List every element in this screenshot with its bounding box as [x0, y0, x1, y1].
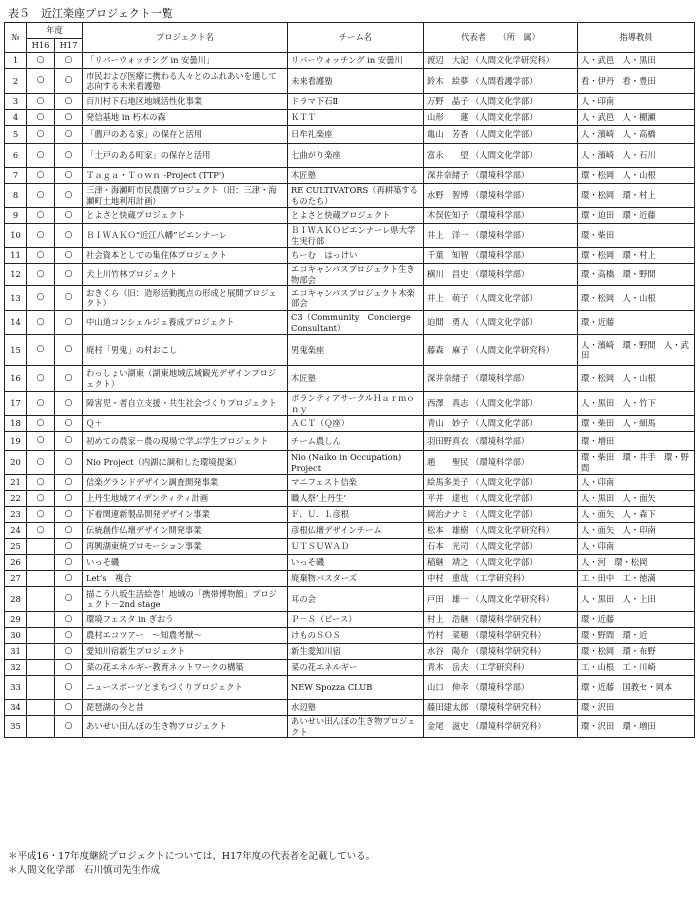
- team-name: ＡＣＴ（Ｑ座）: [288, 416, 424, 432]
- row-number: 20: [5, 451, 27, 475]
- h16-mark: ○: [27, 523, 55, 539]
- advisor: 環・柴田 人・細馬: [578, 416, 695, 432]
- representative: 青山 妙子 （人間文化学部）: [424, 416, 578, 432]
- project-name: 犬上川竹林プロジェクト: [83, 264, 288, 286]
- team-name: ＢＩＷＡＫＯビエンナーレ県大学生実行部: [288, 224, 424, 248]
- row-number: 33: [5, 676, 27, 700]
- row-number: 35: [5, 716, 27, 738]
- team-name: Ｐ－Ｓ（ピース）: [288, 612, 424, 628]
- project-name: とよさと快蔵プロジェクト: [83, 208, 288, 224]
- project-name: Ｔａｇａ・Ｔｏｗｎ -Project (TTP'): [83, 168, 288, 184]
- advisor: 工・田中 工・徳満: [578, 571, 695, 587]
- representative: 中村 重哉 （工学研究科）: [424, 571, 578, 587]
- h17-mark: ○: [55, 94, 83, 110]
- advisor: 環・近藤 国教セ・岡本: [578, 676, 695, 700]
- representative: 渡辺 大記 （人間文化学研究科）: [424, 53, 578, 69]
- team-name: 耳の会: [288, 587, 424, 612]
- project-name: わっしょい湖東（湖東地域広域観光デザインプロジェクト）: [83, 366, 288, 392]
- table-row: [5, 660, 695, 676]
- team-name: 職人祭’上丹生’: [288, 491, 424, 507]
- representative: 山口 伸幸 （環境科学部）: [424, 676, 578, 700]
- h16-mark: ○: [27, 144, 55, 168]
- row-number: 12: [5, 264, 27, 286]
- team-name: 彦根仏壇デザインチーム: [288, 523, 424, 539]
- h17-mark: ○: [55, 523, 83, 539]
- h16-mark: ○: [27, 53, 55, 69]
- team-name: 日牟礼楽座: [288, 126, 424, 144]
- table-row: [5, 716, 695, 738]
- h16-mark: ○: [27, 366, 55, 392]
- header-year: 年度: [27, 23, 83, 39]
- advisor: 環・松岡 環・村上: [578, 248, 695, 264]
- project-name: 百川村下石地区地域活性化事業: [83, 94, 288, 110]
- row-number: 5: [5, 126, 27, 144]
- representative: 深井奈緒子 （環境科学部）: [424, 366, 578, 392]
- h16-mark: [27, 700, 55, 716]
- representative: 松本 雄樹 （人間文化学研究科）: [424, 523, 578, 539]
- team-name: 木匠塾: [288, 168, 424, 184]
- project-name: 琵琶湖の今と昔: [83, 700, 288, 716]
- table-row: [5, 311, 695, 335]
- h17-mark: ○: [55, 644, 83, 660]
- advisor: 環・増田: [578, 432, 695, 451]
- representative: 藤田建太郎 （環境科学研究科）: [424, 700, 578, 716]
- row-number: 8: [5, 184, 27, 208]
- h16-mark: [27, 587, 55, 612]
- footnotes: [8, 850, 375, 878]
- team-name: 七曲がり楽座: [288, 144, 424, 168]
- h17-mark: ○: [55, 126, 83, 144]
- advisor: 人・河 環・松岡: [578, 555, 695, 571]
- advisor: 人・面矢 人・森下: [578, 507, 695, 523]
- h16-mark: [27, 539, 55, 555]
- representative: 水谷 陽介 （環境科学研究科）: [424, 644, 578, 660]
- h16-mark: [27, 660, 55, 676]
- h17-mark: ○: [55, 416, 83, 432]
- h16-mark: [27, 555, 55, 571]
- h17-mark: ○: [55, 676, 83, 700]
- representative: 金尾 滋史 （環境科学研究科）: [424, 716, 578, 738]
- table-row: [5, 612, 695, 628]
- project-name: 中山道コンシェルジェ養成プロジェクト: [83, 311, 288, 335]
- team-name: けものＳＯＳ: [288, 628, 424, 644]
- h17-mark: ○: [55, 716, 83, 738]
- representative: 富永 望 （人間文化学部）: [424, 144, 578, 168]
- project-name: あいせい田んぼの生き物プロジェクト: [83, 716, 288, 738]
- table-row: [5, 248, 695, 264]
- project-name: 農村エコツアー ～知農考獣～: [83, 628, 288, 644]
- team-name: Nio (Naiko in Occupation) Project: [288, 451, 424, 475]
- h17-mark: ○: [55, 700, 83, 716]
- team-name: 廃棄物バスターズ: [288, 571, 424, 587]
- team-name: 菜の花エネルギー: [288, 660, 424, 676]
- table-row: [5, 208, 695, 224]
- table-row: [5, 69, 695, 94]
- h16-mark: ○: [27, 224, 55, 248]
- representative: 戸田 雄一 （人間文化学研究科）: [424, 587, 578, 612]
- row-number: 23: [5, 507, 27, 523]
- project-name: 初めての農家－農の現場で学ぶ学生プロジェクト: [83, 432, 288, 451]
- advisor: 環・柴田 環・井手 環・野間: [578, 451, 695, 475]
- project-name: 信楽グランドデザイン調査開発事業: [83, 475, 288, 491]
- advisor: 環・沢田: [578, 700, 695, 716]
- representative: 青木 岳夫 （工学研究科）: [424, 660, 578, 676]
- table-row: [5, 184, 695, 208]
- advisor: 環・沢田 環・増田: [578, 716, 695, 738]
- advisor: 環・松岡 人・山根: [578, 168, 695, 184]
- table-row: [5, 587, 695, 612]
- advisor: 人・黒田 人・面矢: [578, 491, 695, 507]
- row-number: 6: [5, 144, 27, 168]
- table-row: [5, 571, 695, 587]
- team-name: ＫＴＴ: [288, 110, 424, 126]
- team-name: Ｆ．Ｕ．Ｌ彦根: [288, 507, 424, 523]
- representative: 藤森 麻子 （人間文化学研究科）: [424, 335, 578, 366]
- project-name: 再興湖東焼プロモーション事業: [83, 539, 288, 555]
- h17-mark: ○: [55, 224, 83, 248]
- row-number: 28: [5, 587, 27, 612]
- h17-mark: ○: [55, 366, 83, 392]
- team-name: エコキャンパスプロジェクト生き物部会: [288, 264, 424, 286]
- advisor: 環・松岡 人・山根: [578, 286, 695, 311]
- h17-mark: ○: [55, 660, 83, 676]
- h16-mark: [27, 644, 55, 660]
- h16-mark: ○: [27, 208, 55, 224]
- h17-mark: ○: [55, 110, 83, 126]
- row-number: 4: [5, 110, 27, 126]
- header-no: №: [5, 23, 27, 53]
- table-row: [5, 366, 695, 392]
- project-name: 伝統創作仏壇デザイン開発事業: [83, 523, 288, 539]
- h16-mark: ○: [27, 475, 55, 491]
- row-number: 13: [5, 286, 27, 311]
- team-name: リバーウォッチング in 安曇川: [288, 53, 424, 69]
- row-number: 27: [5, 571, 27, 587]
- advisor: 人・面矢 人・印南: [578, 523, 695, 539]
- representative: 横川 昌史 （環境科学部）: [424, 264, 578, 286]
- h16-mark: ○: [27, 110, 55, 126]
- representative: 亀山 芳香 （人間文化学部）: [424, 126, 578, 144]
- h17-mark: ○: [55, 311, 83, 335]
- row-number: 18: [5, 416, 27, 432]
- team-name: 男鬼楽座: [288, 335, 424, 366]
- row-number: 30: [5, 628, 27, 644]
- project-name: Ｑ＋: [83, 416, 288, 432]
- advisor: 工・山根 工・川崎: [578, 660, 695, 676]
- team-name: NEW Spozza CLUB: [288, 676, 424, 700]
- h17-mark: ○: [55, 587, 83, 612]
- row-number: 29: [5, 612, 27, 628]
- h17-mark: ○: [55, 507, 83, 523]
- advisor: 環・松岡 環・布野: [578, 644, 695, 660]
- advisor: 人・武邑 人・棚瀬: [578, 110, 695, 126]
- h16-mark: [27, 612, 55, 628]
- team-name: ＵＴＳＵＷＡＤ: [288, 539, 424, 555]
- h16-mark: ○: [27, 69, 55, 94]
- header-project: プロジェクト名: [83, 23, 288, 53]
- h17-mark: ○: [55, 491, 83, 507]
- project-name: 社会資本としての集住体プロジェクト: [83, 248, 288, 264]
- advisor: 人・黒田 人・竹下: [578, 392, 695, 416]
- team-name: RE CULTIVATORS（再耕築するものたち）: [288, 184, 424, 208]
- table-row: [5, 539, 695, 555]
- team-name: チーム農しん: [288, 432, 424, 451]
- representative: 絵馬多美子 （人間文化学部）: [424, 475, 578, 491]
- row-number: 25: [5, 539, 27, 555]
- representative: 水野 智博 （環境科学部）: [424, 184, 578, 208]
- project-name: おきくら（旧：造形活動拠点の形成と展開プロジェクト）: [83, 286, 288, 311]
- advisor: 人・濱崎 環・野間 人・武田: [578, 335, 695, 366]
- representative: 千葉 知智 （環境科学部）: [424, 248, 578, 264]
- representative: 山形 蓮 （人間文化学部）: [424, 110, 578, 126]
- row-number: 17: [5, 392, 27, 416]
- table-row: [5, 491, 695, 507]
- table-row: [5, 676, 695, 700]
- team-name: ボランティアサークルＨａｒｍｏｎｙ: [288, 392, 424, 416]
- table-row: [5, 416, 695, 432]
- team-name: とよさと快蔵プロジェクト: [288, 208, 424, 224]
- h17-mark: ○: [55, 628, 83, 644]
- project-table: [4, 22, 695, 738]
- table-row: [5, 451, 695, 475]
- table-row: [5, 523, 695, 539]
- representative: 万野 晶子 （人間文化学部）: [424, 94, 578, 110]
- table-row: [5, 432, 695, 451]
- representative: 石本 光司 （人間文化学部）: [424, 539, 578, 555]
- h17-mark: ○: [55, 432, 83, 451]
- project-name: 「土戸のある町家」の保存と活用: [83, 144, 288, 168]
- project-name: 三津・海瀬町市民農園プロジェクト（旧：三津・海瀬町土地利用計画）: [83, 184, 288, 208]
- row-number: 31: [5, 644, 27, 660]
- table-row: [5, 110, 695, 126]
- representative: 迫間 勇人 （人間文化学部）: [424, 311, 578, 335]
- advisor: 人・黒田 人・上田: [578, 587, 695, 612]
- table-row: [5, 644, 695, 660]
- advisor: 人・濱崎 人・高橋: [578, 126, 695, 144]
- h16-mark: ○: [27, 286, 55, 311]
- team-name: マニフェスト信楽: [288, 475, 424, 491]
- representative: 鈴木 絵夢 （人間看護学部）: [424, 69, 578, 94]
- table-row: [5, 392, 695, 416]
- team-name: ドラマ下石Ⅱ: [288, 94, 424, 110]
- table-title: 表５ 近江楽座プロジェクト一覧: [8, 7, 173, 20]
- advisor: 人・武邑 人・黒田: [578, 53, 695, 69]
- h17-mark: ○: [55, 451, 83, 475]
- table-row: [5, 335, 695, 366]
- h17-mark: ○: [55, 208, 83, 224]
- row-number: 14: [5, 311, 27, 335]
- h17-mark: ○: [55, 571, 83, 587]
- project-name: 「リバーウォッチング in 安曇川」: [83, 53, 288, 69]
- h17-mark: ○: [55, 248, 83, 264]
- project-name: Nio Project（内湖に調和した環境提案）: [83, 451, 288, 475]
- h16-mark: ○: [27, 126, 55, 144]
- footnote-2: ＊人間文化学部 石川慎司先生作成: [8, 864, 161, 876]
- team-name: 新生愛知川宿: [288, 644, 424, 660]
- project-name: 廃村「男鬼」の村おこし: [83, 335, 288, 366]
- h16-mark: ○: [27, 491, 55, 507]
- table-row: [5, 94, 695, 110]
- advisor: 環・柴田: [578, 224, 695, 248]
- row-number: 22: [5, 491, 27, 507]
- table-row: [5, 126, 695, 144]
- h17-mark: ○: [55, 392, 83, 416]
- table-row: [5, 168, 695, 184]
- team-name: 未来看護塾: [288, 69, 424, 94]
- advisor: 環・松岡 人・山根: [578, 366, 695, 392]
- project-name: 「薦戸のある家」の保存と活用: [83, 126, 288, 144]
- h17-mark: ○: [55, 184, 83, 208]
- advisor: 環・近藤: [578, 612, 695, 628]
- h17-mark: ○: [55, 53, 83, 69]
- h16-mark: [27, 676, 55, 700]
- h16-mark: [27, 716, 55, 738]
- row-number: 24: [5, 523, 27, 539]
- h16-mark: ○: [27, 184, 55, 208]
- h16-mark: ○: [27, 248, 55, 264]
- row-number: 10: [5, 224, 27, 248]
- advisor: 人・印南: [578, 475, 695, 491]
- h16-mark: ○: [27, 432, 55, 451]
- project-name: ニュースポーツとまちづくりプロジェクト: [83, 676, 288, 700]
- h16-mark: ○: [27, 311, 55, 335]
- row-number: 16: [5, 366, 27, 392]
- advisor: 人・印南: [578, 94, 695, 110]
- project-name: いっそ磯: [83, 555, 288, 571]
- representative: 羽田野真衣 （環境科学部）: [424, 432, 578, 451]
- row-number: 1: [5, 53, 27, 69]
- header-team: チーム名: [288, 23, 424, 53]
- project-name: 菜の花エネルギー教育ネットワークの構築: [83, 660, 288, 676]
- project-name: 環境フェスタ in ぎおう: [83, 612, 288, 628]
- table-row: [5, 507, 695, 523]
- representative: 深井奈緒子 （環境科学部）: [424, 168, 578, 184]
- project-name: Let’s 複合: [83, 571, 288, 587]
- h16-mark: ○: [27, 94, 55, 110]
- table-row: [5, 628, 695, 644]
- h16-mark: ○: [27, 451, 55, 475]
- row-number: 26: [5, 555, 27, 571]
- row-number: 11: [5, 248, 27, 264]
- row-number: 9: [5, 208, 27, 224]
- project-name: 描こう八坂生活絵巻！地域の「携帯博物館」プロジェクト－2nd stage: [83, 587, 288, 612]
- team-name: いっそ磯: [288, 555, 424, 571]
- h17-mark: ○: [55, 555, 83, 571]
- row-number: 32: [5, 660, 27, 676]
- representative: 木俣佐知子 （環境科学部）: [424, 208, 578, 224]
- team-name: エコキャンパスプロジェクト木楽部会: [288, 286, 424, 311]
- representative: 岡治ナナミ （人間文化学部）: [424, 507, 578, 523]
- project-name: 下着関連新製品開発デザイン事業: [83, 507, 288, 523]
- team-name: C3（Community Concierge Consultant）: [288, 311, 424, 335]
- table-row: [5, 264, 695, 286]
- h16-mark: ○: [27, 507, 55, 523]
- advisor: 人・濱崎 人・石川: [578, 144, 695, 168]
- team-name: ちーむ はっけい: [288, 248, 424, 264]
- h16-mark: ○: [27, 264, 55, 286]
- h16-mark: [27, 628, 55, 644]
- header-h16: H16: [27, 39, 55, 53]
- h17-mark: ○: [55, 475, 83, 491]
- representative: 稲継 靖之 （人間文化学部）: [424, 555, 578, 571]
- h16-mark: ○: [27, 392, 55, 416]
- footnote-1: ＊平成16・17年度継続プロジェクトについては、H17年度の代表者を記載している。: [8, 851, 376, 862]
- project-name: 市民および医療に携わる人々とのふれあいを通して志向する未来看護塾: [83, 69, 288, 94]
- header-h17: H17: [55, 39, 83, 53]
- representative: 竹村 菜穂 （環境科学研究科）: [424, 628, 578, 644]
- header-rep: 代表者 （所 属）: [424, 23, 578, 53]
- representative: 西澤 真志 （人間文化学部）: [424, 392, 578, 416]
- table-row: [5, 224, 695, 248]
- team-name: 木匠塾: [288, 366, 424, 392]
- representative: 井上 萌子 （人間文化学部）: [424, 286, 578, 311]
- header-advisor: 指導教員: [578, 23, 695, 53]
- advisor: 環・松岡 環・村上: [578, 184, 695, 208]
- h17-mark: ○: [55, 144, 83, 168]
- representative: 趙 聖民 （環境科学部）: [424, 451, 578, 475]
- h17-mark: ○: [55, 286, 83, 311]
- advisor: 人・印南: [578, 539, 695, 555]
- table-row: [5, 555, 695, 571]
- table-row: [5, 700, 695, 716]
- h17-mark: ○: [55, 168, 83, 184]
- h16-mark: [27, 571, 55, 587]
- h17-mark: ○: [55, 335, 83, 366]
- representative: 村上 浩継 （環境科学研究科）: [424, 612, 578, 628]
- row-number: 19: [5, 432, 27, 451]
- project-name: 愛知川宿新生プロジェクト: [83, 644, 288, 660]
- row-number: 7: [5, 168, 27, 184]
- representative: 平井 達也 （人間文化学部）: [424, 491, 578, 507]
- team-name: 水辺塾: [288, 700, 424, 716]
- h17-mark: ○: [55, 612, 83, 628]
- project-name: 発信基地 in 朽木の森: [83, 110, 288, 126]
- row-number: 21: [5, 475, 27, 491]
- h16-mark: ○: [27, 416, 55, 432]
- h17-mark: ○: [55, 69, 83, 94]
- h17-mark: ○: [55, 264, 83, 286]
- table-row: [5, 53, 695, 69]
- project-name: ＢＩＷＡＫＯ“近江八幡”ビエンナーレ: [83, 224, 288, 248]
- h17-mark: ○: [55, 539, 83, 555]
- h16-mark: ○: [27, 335, 55, 366]
- project-name: 障害児・者自立支援・共生社会づくりプロジェクト: [83, 392, 288, 416]
- advisor: 環・近藤: [578, 311, 695, 335]
- row-number: 15: [5, 335, 27, 366]
- project-name: 上丹生地域アイデンティティ計画: [83, 491, 288, 507]
- table-row: [5, 475, 695, 491]
- row-number: 3: [5, 94, 27, 110]
- representative: 井上 洋一 （環境科学部）: [424, 224, 578, 248]
- advisor: 環・野間 環・近: [578, 628, 695, 644]
- row-number: 34: [5, 700, 27, 716]
- advisor: 環・高橋 環・野間: [578, 264, 695, 286]
- advisor: 看・伊丹 看・豊田: [578, 69, 695, 94]
- h16-mark: ○: [27, 168, 55, 184]
- row-number: 2: [5, 69, 27, 94]
- table-row: [5, 286, 695, 311]
- table-row: [5, 144, 695, 168]
- advisor: 環・迫田 環・近藤: [578, 208, 695, 224]
- team-name: あいせい田んぼの生き物プロジェクト: [288, 716, 424, 738]
